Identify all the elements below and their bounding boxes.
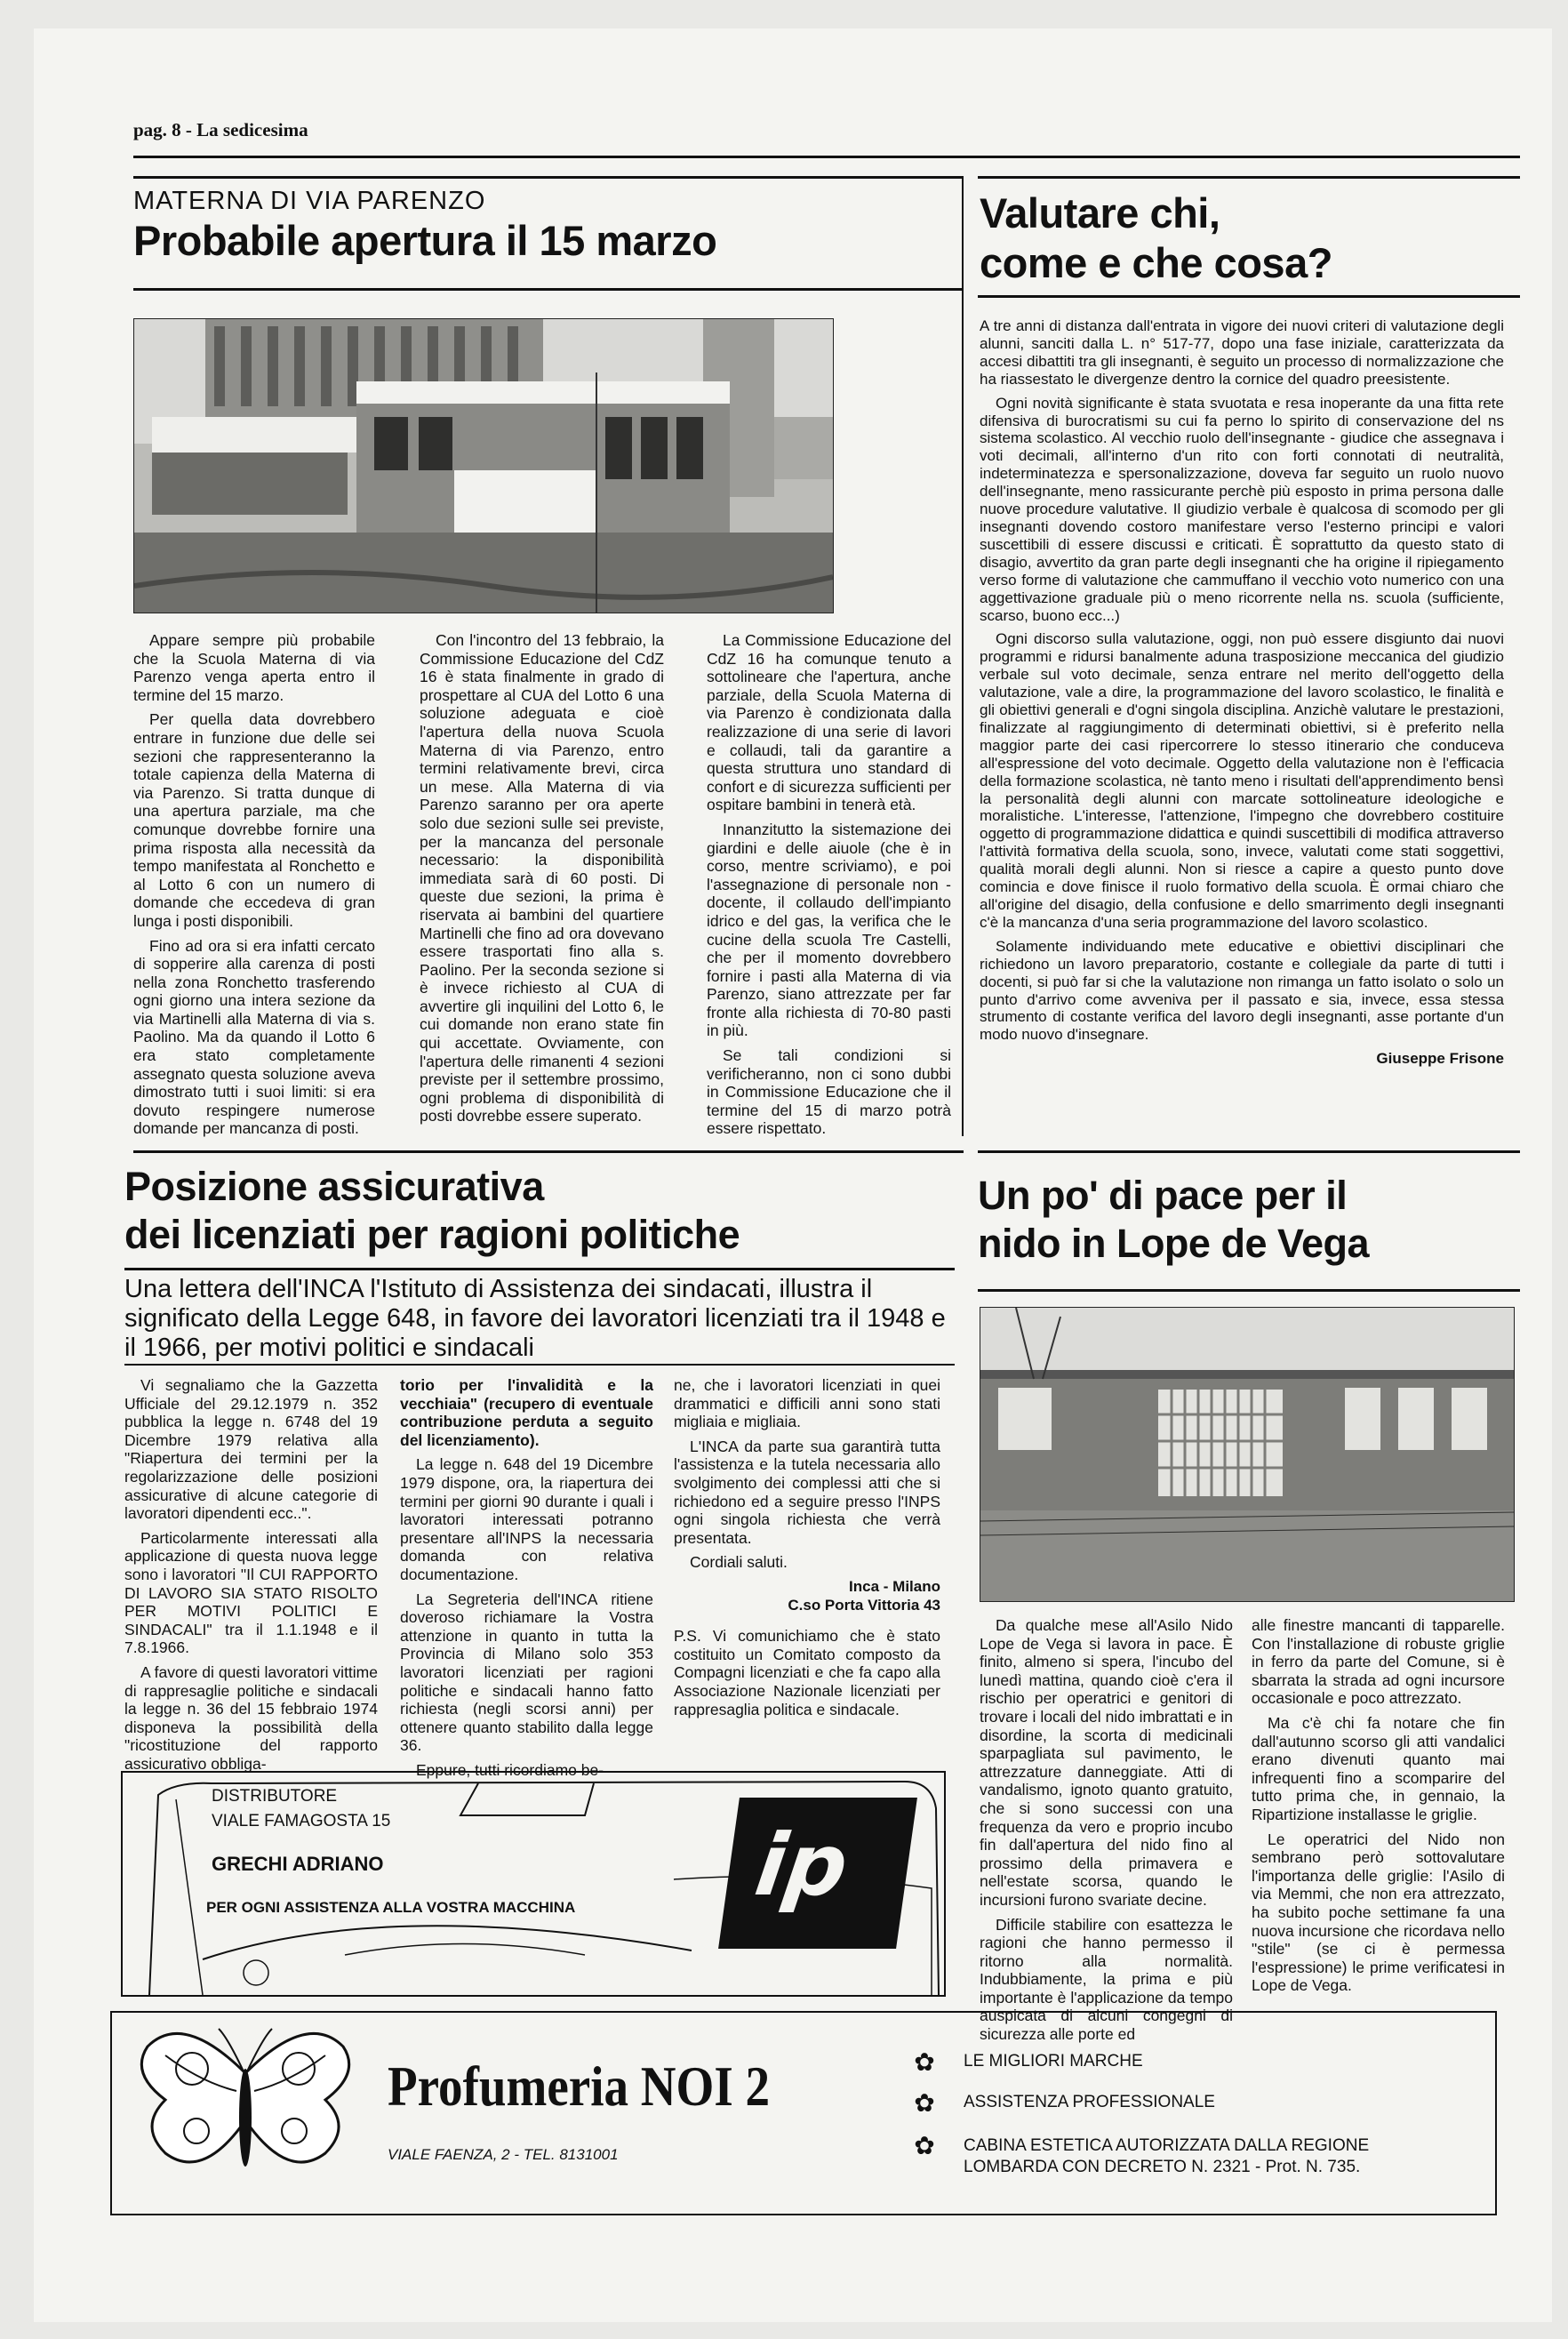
- article3-top-rule: [133, 1150, 964, 1153]
- article3-ps: P.S. Vi comunichiamo che è stato costituito un Comitato composto da Compagni licenziati e che fa capo alla Associazione Nazionale licenziati per rappresaglia politica e sindacale.: [674, 1627, 940, 1718]
- paragraph: Cordiali saluti.: [690, 1553, 788, 1572]
- title-line: nido in Lope de Vega: [978, 1221, 1370, 1266]
- article4-title: [978, 1172, 1369, 1268]
- newspaper-page: [34, 28, 1552, 2322]
- ad-profumeria: [110, 2011, 1497, 2215]
- paragraph: Vi segnaliamo che la Gazzetta Ufficiale del 29.12.1979 n. 352 pubblica la legge n. 6748 del 19 Dicembre 1979 relativa alla "Riapertura dei termini per la regolarizzazione delle posizioni assicurative di alcune categorie di lavoratori dipendenti ecc..".: [124, 1376, 378, 1523]
- paragraph: Ma c'è chi fa notare che fin dall'autunno scorso gli atti vandalici erano divenuti quanto mai infrequenti fino a scomparire del tutto prima che, in gennaio, la Ripartizione installasse le griglie.: [1252, 1713, 1505, 1823]
- ad1-line: VIALE FAMAGOSTA 15: [212, 1812, 391, 1830]
- paragraph: Da qualche mese all'Asilo Nido Lope de Vega si lavora in pace. È finito, almeno si spera, l'incubo del lunedì mattina, quando cioè c'era il rischio per operatrici e genitori di trovare i locali del nido imbrattati e in disordine, la scorta di medicinali sparpagliata sul pavimento, le attrezzature danneggiate. Atti di vandalismo, ignoto quanto gratuito, che si sono successi con una frequenza da vero e proprio incubo fin dall'apertura del nido fino al prossimo della primavera e nell'estate scorsa, quando le incursioni furono svariate decine.: [980, 1616, 1233, 1909]
- article4-top-rule: [978, 1150, 1520, 1153]
- paragraph: La Segreteria dell'INCA ritiene doveroso richiamare la Vostra attenzione in quanto in tutta la Provincia di Milano solo 353 lavoratori licenziati per ragioni politiche e sindacali hanno fatto richiesta (negli scorsi anni) per ottenere quanto stabilito dalla legge 36.: [400, 1590, 653, 1755]
- article1-kicker: MATERNA DI VIA PARENZO: [133, 187, 486, 215]
- profumeria-address: VIALE FAENZA, 2 - TEL. 8131001: [388, 2146, 619, 2163]
- article1-title: Probabile apertura il 15 marzo: [133, 217, 717, 264]
- paragraph: Particolarmente interessati alla applicazione di questa nuova legge sono i lavoratori "Il CUI RAPPORTO DI LAVORO SIA STATO RISOLTO PER MOTIVI POLITICI E SINDACALI" tra il 1.1.1948 e il 7.8.1966.: [124, 1528, 378, 1657]
- article1-col1: [133, 631, 375, 1144]
- sender-line: C.so Porta Vittoria 43: [788, 1596, 940, 1614]
- page-label: pag. 8 - La sedicesima: [133, 119, 308, 140]
- article2-title-rule: [978, 295, 1520, 298]
- paragraph: torio per l'invalidità e la vecchiaia" (recupero di eventuale contribuzione perduta a seguito del licenziamento).: [400, 1376, 653, 1449]
- article1-col3: [707, 631, 951, 1144]
- ip-logo: [718, 1798, 917, 1949]
- paragraph: L'INCA da parte sua garantirà tutta l'assistenza e la tutela necessaria allo svolgimento dei complessi atti che si richiedono ed a seguire presso l'INPS ogni singola richiesta che verrà presentata.: [674, 1437, 940, 1547]
- paragraph: Eppure, tutti ricordiamo be-: [416, 1760, 604, 1779]
- paragraph: La legge n. 648 del 19 Dicembre 1979 dispone, ora, la riapertura dei termini per giorni 90 durante i quali i lavoratori interessati potranno presentare all'INPS la necessaria domanda con relativa documentazione.: [400, 1455, 653, 1583]
- article4-col1: [980, 1616, 1233, 2050]
- paragraph: Difficile stabilire con esattezza le ragioni che hanno permesso il ritorno alla normalità. Indubbiamente, la prima e più importante è l'applicazione da tempo auspicata di alcuni congegni di sicurezza alle porte ed: [980, 1915, 1233, 2044]
- sender-line: Inca - Milano: [849, 1577, 940, 1595]
- flower-bullet-icon: ✿: [914, 2048, 935, 2076]
- paragraph: Solamente individuando mete educative e obiettivi disciplinari che richiedono un lavoro preparatorio, costante e collegiale da parte di tutti i docenti, si può far si che la valutazione non rimanga un fatto isolato o solo un punto d'arrivo come avveniva per il passato e sia, invece, essa stessa strumento di costante verifica del lavoro degli insegnanti, asse portante d'un modo nuovo d'insegnare.: [980, 937, 1504, 1044]
- paragraph: ne, che i lavoratori licenziati in quei drammatici e difficili anni sono stati migliaia e migliaia.: [674, 1376, 940, 1431]
- article3-col2: [400, 1376, 653, 1785]
- article3-col3: [674, 1376, 940, 1725]
- header-rule: [133, 156, 1520, 158]
- paragraph: Le operatrici del Nido non sembrano però sottovalutare l'importanza delle griglie: l'Asilo di via Memmi, che non era attrezzato, ha subito poche settimane fa una nuova incursione che ricordava nello "stile" (se ci è permessa l'espressione) le prime verificatesi in Lope de Vega.: [1252, 1830, 1505, 1995]
- article1-top-rule: [133, 176, 964, 179]
- paragraph: Fino ad ora si era infatti cercato di sopperire alla carenza di posti nella zona Ronchetto trasferendo ogni giorno una intera sezione da via Martinelli alla Materna di via s. Paolino. Ma da quando il Lotto 6 era stato completamente assegnato questa soluzione aveva dimostrato tutti i suoi limiti: si era dovuto respingere numerose domande per mancanza di posti.: [133, 936, 375, 1138]
- profumeria-name: Profumeria NOI 2: [388, 2055, 771, 2118]
- article2-top-rule: [978, 176, 1520, 179]
- article4-col2: [1252, 1616, 1505, 2001]
- paragraph: Appare sempre più probabile che la Scuola Materna di via Parenzo venga aperta entro il termine del 15 marzo.: [133, 631, 375, 704]
- paragraph: A favore di questi lavoratori vittime di rappresaglie politiche e sindacali la legge n. 36 del 15 febbraio 1974 disponeva la possibilità della "ricostituzione del rapporto assicurativo obbliga-: [124, 1662, 378, 1773]
- article3-deck: Una lettera dell'INCA l'Istituto di Assistenza dei sindacati, illustra il significato della Legge 648, in favore dei lavoratori licenziati tra il 1948 e il 1966, per motivi politici e sindacali: [124, 1275, 946, 1362]
- article3-title: [124, 1163, 740, 1259]
- profumeria-bullet: CABINA ESTETICA AUTORIZZATA DALLA REGIONE LOMBARDA CON DECRETO N. 2321 - Prot. N. 735.: [964, 2136, 1370, 2176]
- paragraph: alle finestre mancanti di tapparelle. Con l'installazione di robuste griglie in ferro da parte del Comune, si è sbarrata la strada ad ogni incursore occasionale e poco attrezzato.: [1252, 1616, 1505, 1708]
- ad-ip-distributor: [121, 1771, 946, 1997]
- article3-col1: [124, 1376, 378, 1779]
- profumeria-bullet: LE MIGLIORI MARCHE: [964, 2052, 1143, 2071]
- title-line: come e che cosa?: [980, 239, 1332, 286]
- paragraph: Se tali condizioni si verificheranno, non ci sono dubbi in Commissione Educazione che il termine del 15 di marzo potrà essere rispettato.: [707, 1046, 951, 1138]
- paragraph: Ogni discorso sulla valutazione, oggi, non può essere disgiunto dai nuovi programmi e ridursi banalmente aduna trasposizione meccanica del giudizio verbale sul voto decimale, senza entrare nel merito dell'oggetto della valutazione, vale a dire, la programmazione del lavoro scolastico, le finalità e gli obiettivi generali e d'ogni singola disciplina. Anzichè valutare le prestazioni, finalizzate al raggiungimento di determinati obiettivi, si è preferito nella maggior parte dei casi ripercorrere lo stesso itinerario che conduceva all'espressione del voto decimale. Oggetto della valutazione non è l'efficacia della formazione scolastica, nè tanto meno i risultati dell'apprendimento bensì la personalità degli alunni con marcate sottolineature ideologiche e moralistiche. L'interesse, l'attenzione, l'impegno che dovrebbero costituire oggetto di programmazione didattica e quindi suscettibili di modifica attraverso l'attività formativa della scuola, sono, invece, valutati come stati soggettivi, qualità morali degli alunni. Non si riesce a capire a questo punto dove comincia e dove finisce il ruolo formativo della scuola. È ormai chiaro che all'origine del disagio, della confusione e dello smarrimento degli insegnanti c'è la mancanza d'una seria programmazione del lavoro scolastico.: [980, 630, 1504, 931]
- paragraph: Con l'incontro del 13 febbraio, la Commissione Educazione del CdZ 16 è stata finalmente in grado di prospettare al CUA del Lotto 6 una soluzione adeguata e cioè l'apertura della nuova Scuola Materna di via Parenzo, entro termini relativamente brevi, circa un mese. Alla Materna di via Parenzo saranno per ora aperte solo due sezioni sulle sei previste, per la mancanza del personale necessario: la disponibilità immediata sarà di 60 posti. Di queste due sezioni, la prima è riservata ai bambini del quartiere Martinelli che fino ad ora dovevano essere trasportati fino alla s. Paolino. Per la seconda sezione si è invece richiesto al CUA di avvertire gli inquilini del Lotto 6, le cui domande non erano state fin qui accettate. Ovviamente, con l'apertura delle rimanenti 4 sezioni previste per il settembre prossimo, ogni problema di disponibilità di posti dovrebbe essere superato.: [420, 631, 664, 1125]
- nursery-photo: [980, 1307, 1515, 1602]
- paragraph: Innanzitutto la sistemazione dei giardini e delle aiuole (che è in corso, mentre scriviamo), e poi l'assegnazione di personale non - docente, il collaudo dell'impianto idrico e del gas, la verifica che le cucine della scuola Tre Castelli, che per il momento dovrebbero fornire i pasti alla Materna di via Parenzo, siano attrezzate per far fronte alla richiesta di 70-80 pasti in più.: [707, 820, 951, 1040]
- article1-title-rule: [133, 288, 964, 291]
- kindergarten-photo: [133, 318, 834, 613]
- article3-title-rule: [124, 1268, 955, 1270]
- title-line: dei licenziati per ragioni politiche: [124, 1212, 740, 1257]
- profumeria-bullet: ASSISTENZA PROFESSIONALE: [964, 2093, 1215, 2111]
- article2-signature: Giuseppe Frisone: [1376, 1050, 1504, 1068]
- ad1-name: GRECHI ADRIANO: [212, 1853, 384, 1875]
- paragraph: Per quella data dovrebbero entrare in funzione due delle sei sezioni che rappresenteranno la totale capienza della Materna di via Parenzo. Si tratta dunque di una apertura parziale, ma che comunque dovrebbe fornire una prima risposta alla necessità da tempo manifestata al Ronchetto e al Lotto 6 con un numero di domande che eccedeva di gran lunga i posti disponibili.: [133, 710, 375, 930]
- article4-title-rule: [978, 1289, 1520, 1292]
- ad1-line: DISTRIBUTORE: [212, 1787, 338, 1806]
- column-divider: [962, 176, 964, 1136]
- article2-title: [980, 188, 1332, 288]
- butterfly-icon: [130, 2020, 361, 2207]
- paragraph: La Commissione Educazione del CdZ 16 ha comunque tenuto a sottolineare che l'apertura, anche parziale, della Scuola Materna di via Parenzo è condizionata dalla realizzazione di una serie di lavori e collaudi, tali da garantire a questa struttura uno standard di confort e di sicurezza sufficienti per ospitare bambini in tenerà età.: [707, 631, 951, 814]
- title-line: Valutare chi,: [980, 189, 1220, 236]
- title-line: Un po' di pace per il: [978, 1173, 1348, 1218]
- paragraph: Ogni novità significante è stata svuotata e resa inoperante da una fitta rete difensiva di burocratismi su cui fa perno lo spirito di conservazione del ns sistema scolastico. Al vecchio ruolo dell'insegnante - giudice che assegnava i voti decimali, all'interno d'un rito con forti connotati di neutralità, indeterminatezza e spersonalizzazione, doveva far seguito un ruolo nuovo dell'insegnante, meno rassicurante perchè più esposto in prima persona dalle nuove procedure valutative. Il giudizio verbale è qualcosa di scomodo per gli insegnanti dovendo costoro manifestare verso l'esterno principi e valori suscettibili di essere discussi e criticati. È soprattutto da questo stato di disagio, avvertito da gran parte degli insegnanti che ha origine il ripiegamento verso forme di valutazione che cammuffano il vecchio voto numerico con una aggettivazione graduale più o meno ricorrente nella ns. scuola (sufficiente, scarso, buono ecc...): [980, 394, 1504, 624]
- ad1-slogan: PER OGNI ASSISTENZA ALLA VOSTRA MACCHINA: [206, 1899, 576, 1916]
- paragraph: A tre anni di distanza dall'entrata in vigore dei nuovi criteri di valutazione degli alunni, sanciti dalla L. n° 517-77, dopo una fase iniziale, caratterizzata da accesi dibattiti tra gli insegnanti, è seguito un processo di normalizzazione che ha riassestato le divergenze dentro la cornice del quadro preesistente.: [980, 317, 1504, 388]
- article3-deck-rule: [124, 1364, 955, 1366]
- title-line: Posizione assicurativa: [124, 1164, 544, 1209]
- ip-logo-text: ip: [749, 1815, 854, 1915]
- article2-body: [980, 317, 1504, 1068]
- flower-bullet-icon: ✿: [914, 2132, 935, 2159]
- article1-col2: [420, 631, 664, 1132]
- flower-bullet-icon: ✿: [914, 2089, 935, 2117]
